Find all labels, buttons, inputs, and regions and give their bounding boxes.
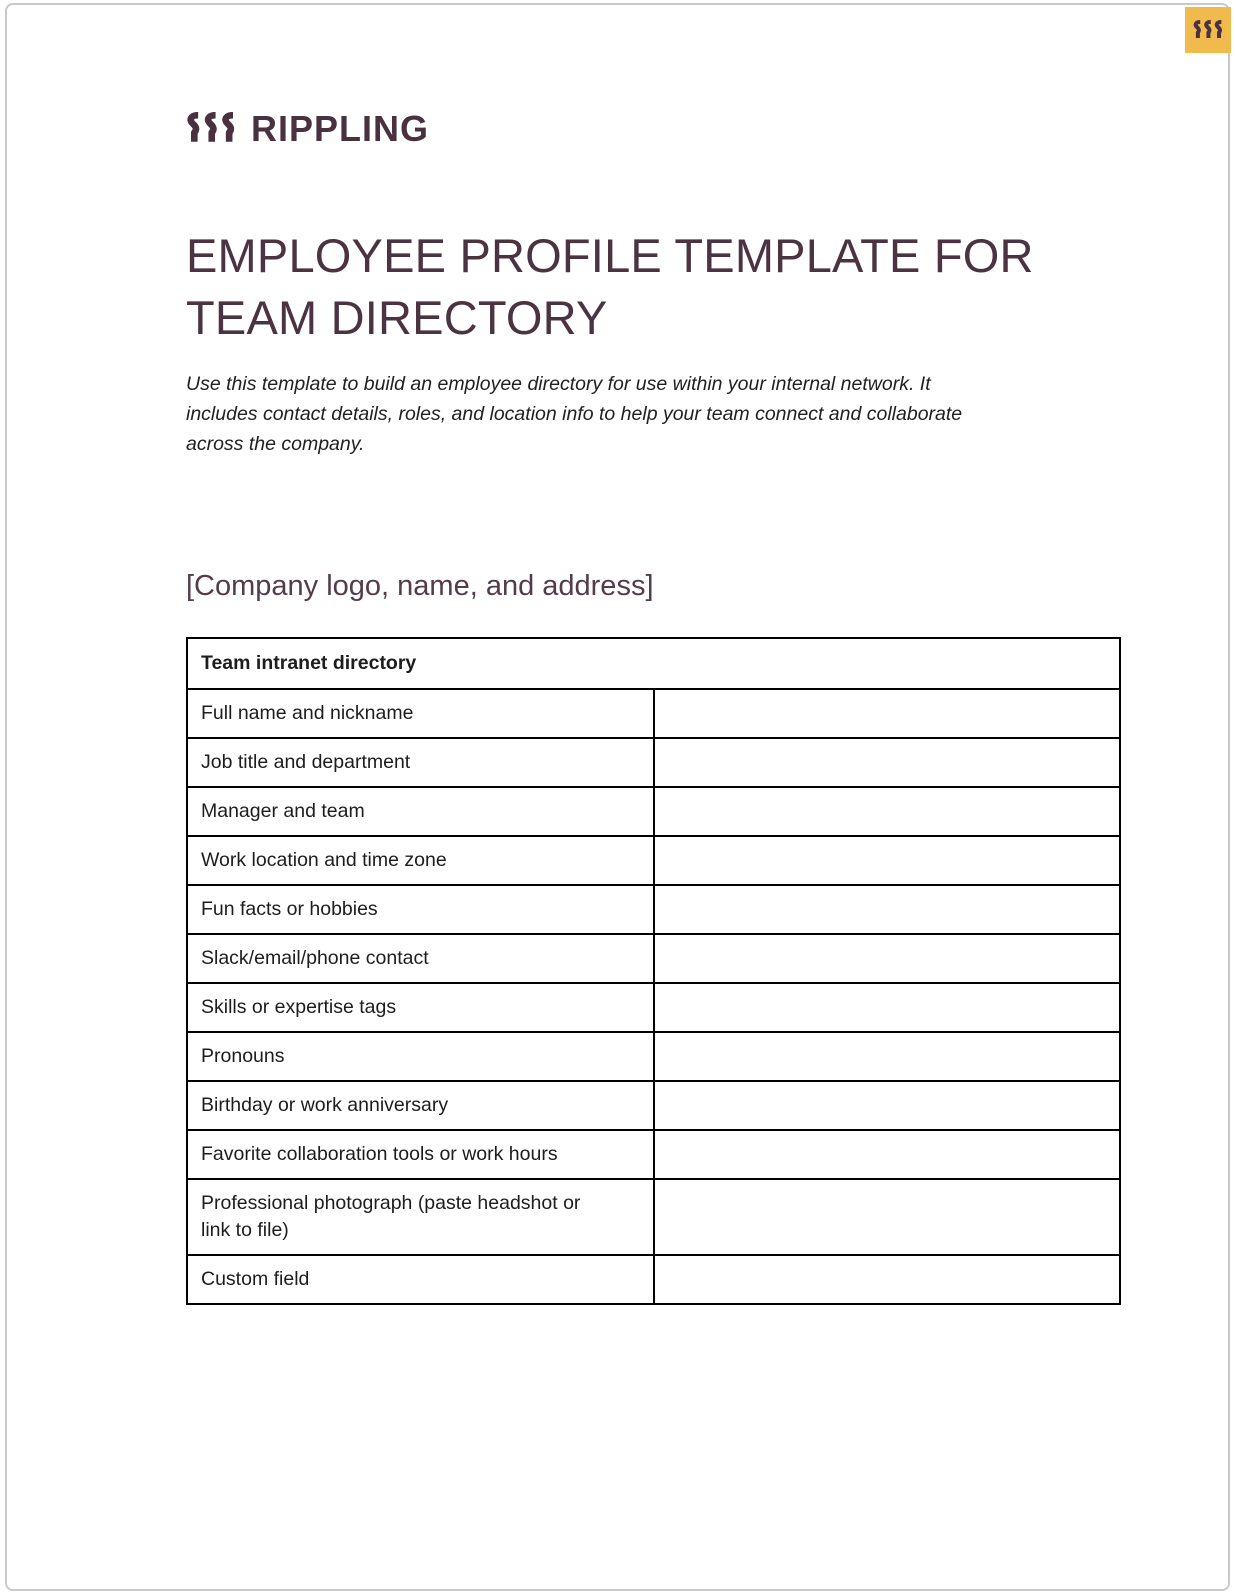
description-line: Use this template to build an employee directory for use within your internal network. It bbox=[186, 373, 931, 395]
rippling-logo bbox=[186, 108, 1121, 149]
rippling-logo-icon bbox=[186, 112, 236, 145]
row-value-cell[interactable] bbox=[654, 787, 1121, 836]
page-title bbox=[186, 225, 1121, 349]
row-label: Skills or expertise tags bbox=[187, 983, 654, 1032]
table-row bbox=[187, 787, 1120, 836]
company-placeholder-heading: [Company logo, name, and address] bbox=[186, 570, 654, 602]
brand-corner-tab bbox=[1185, 7, 1231, 53]
row-value-cell[interactable] bbox=[654, 934, 1121, 983]
table-row bbox=[187, 738, 1120, 787]
row-value-cell[interactable] bbox=[654, 738, 1121, 787]
page-content bbox=[186, 108, 1121, 1305]
row-label: Job title and department bbox=[187, 738, 654, 787]
table-row bbox=[187, 1179, 1120, 1255]
row-value-cell[interactable] bbox=[654, 885, 1121, 934]
table-row bbox=[187, 1032, 1120, 1081]
row-label: Pronouns bbox=[187, 1032, 654, 1081]
page-title-line-1: EMPLOYEE PROFILE TEMPLATE FOR bbox=[186, 229, 1034, 282]
table-row bbox=[187, 1081, 1120, 1130]
row-label: Work location and time zone bbox=[187, 836, 654, 885]
table-header-row bbox=[187, 638, 1120, 689]
table-row bbox=[187, 934, 1120, 983]
rippling-wordmark: RIPPLING bbox=[251, 108, 430, 149]
row-value-cell[interactable] bbox=[654, 1081, 1121, 1130]
row-label: Favorite collaboration tools or work hours bbox=[187, 1130, 654, 1179]
table-row bbox=[187, 885, 1120, 934]
row-label: Full name and nickname bbox=[187, 689, 654, 738]
page-title-line-2: TEAM DIRECTORY bbox=[186, 291, 608, 344]
row-label: Manager and team bbox=[187, 787, 654, 836]
row-value-cell[interactable] bbox=[654, 983, 1121, 1032]
table-row bbox=[187, 1255, 1120, 1304]
table-row bbox=[187, 689, 1120, 738]
table-row bbox=[187, 836, 1120, 885]
table-title: Team intranet directory bbox=[187, 638, 1120, 689]
row-value-cell[interactable] bbox=[654, 1130, 1121, 1179]
description-line: includes contact details, roles, and location info to help your team connect and collaborate bbox=[186, 403, 963, 425]
row-label: Custom field bbox=[187, 1255, 654, 1304]
row-value-cell[interactable] bbox=[654, 1032, 1121, 1081]
row-label: Professional photograph (paste headshot or link to file) bbox=[187, 1179, 654, 1255]
rippling-mark-icon bbox=[1193, 20, 1223, 40]
page-description bbox=[186, 369, 1121, 459]
table-row bbox=[187, 983, 1120, 1032]
row-value-cell[interactable] bbox=[654, 1255, 1121, 1304]
table-row bbox=[187, 1130, 1120, 1179]
row-value-cell[interactable] bbox=[654, 689, 1121, 738]
row-label: Slack/email/phone contact bbox=[187, 934, 654, 983]
row-label: Birthday or work anniversary bbox=[187, 1081, 654, 1130]
row-value-cell[interactable] bbox=[654, 836, 1121, 885]
description-line: across the company. bbox=[186, 433, 365, 455]
directory-table bbox=[186, 637, 1121, 1305]
row-value-cell[interactable] bbox=[654, 1179, 1121, 1255]
row-label: Fun facts or hobbies bbox=[187, 885, 654, 934]
